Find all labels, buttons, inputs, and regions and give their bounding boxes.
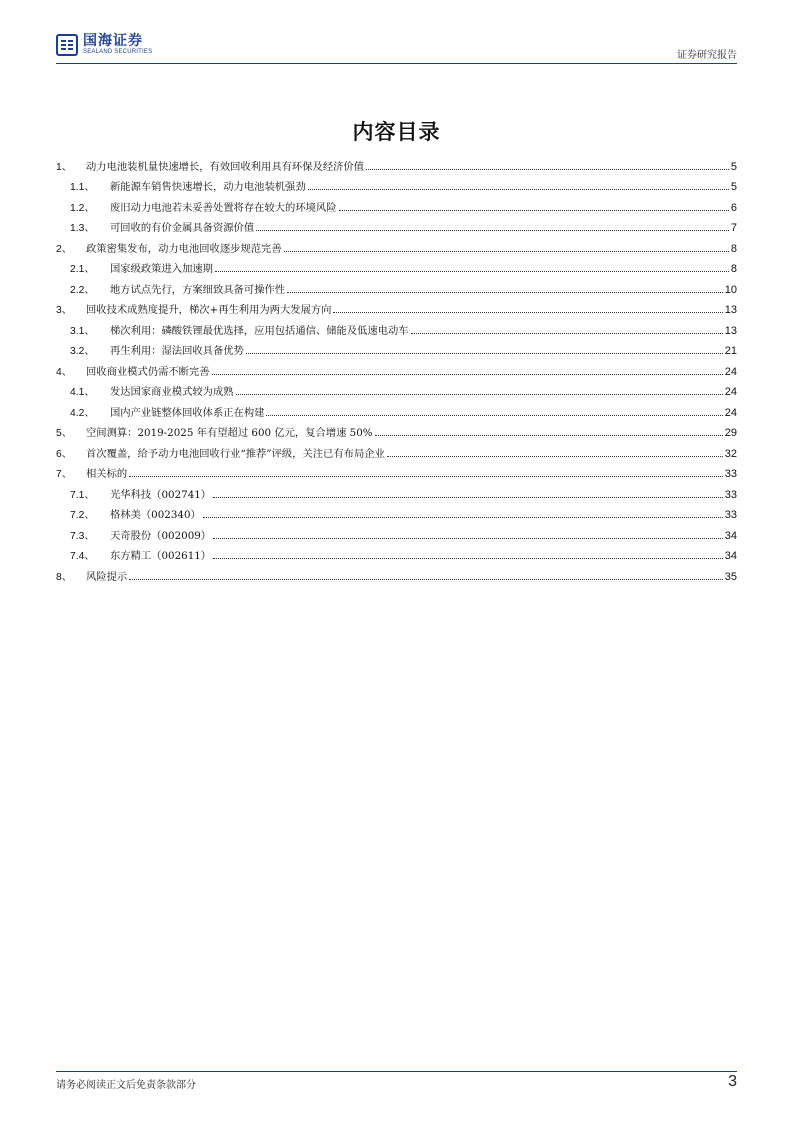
toc-entry-page: 5 bbox=[730, 181, 737, 193]
toc-entry-1-3[interactable]: 1.3、 可回收的有价金属具备资源价值 7 bbox=[56, 214, 737, 235]
toc-entry-page: 34 bbox=[724, 550, 737, 562]
dot-leader bbox=[266, 414, 722, 416]
toc-entry-7[interactable]: 7、 相关标的 33 bbox=[56, 460, 737, 481]
logo-chinese-name: 国海证券 bbox=[83, 33, 143, 49]
toc-entry-label: 地方试点先行，方案细致具备可操作性 bbox=[110, 283, 286, 296]
toc-entry-label: 新能源车销售快速增长，动力电池装机强劲 bbox=[110, 181, 306, 193]
toc-entry-5[interactable]: 5、 空间测算：2019-2025 年有望超过 600 亿元，复合增速 50% 29 bbox=[56, 419, 737, 440]
toc-entry-8[interactable]: 8、 风险提示 35 bbox=[56, 562, 737, 583]
dot-leader bbox=[256, 229, 729, 231]
dot-leader bbox=[308, 188, 729, 190]
document-type-label: 证券研究报告 bbox=[677, 50, 737, 61]
toc-entry-label: 发达国家商业模式较为成熟 bbox=[110, 386, 234, 398]
toc-entry-7-1[interactable]: 7.1、 光华科技（002741） 33 bbox=[56, 480, 737, 501]
toc-entry-page: 24 bbox=[724, 365, 737, 378]
toc-entry-page: 8 bbox=[730, 263, 737, 275]
toc-entry-3-1[interactable]: 3.1、 梯次利用：磷酸铁锂最优选择，应用包括通信、储能及低速电动车 13 bbox=[56, 316, 737, 337]
toc-entry-page: 5 bbox=[730, 160, 737, 173]
toc-entry-page: 24 bbox=[724, 406, 737, 419]
toc-entry-page: 13 bbox=[724, 304, 737, 316]
toc-entry-label: 格林美（002340） bbox=[110, 509, 201, 521]
dot-leader bbox=[236, 393, 723, 395]
toc-entry-label: 动力电池装机量快速增长，有效回收利用具有环保及经济价值 bbox=[86, 160, 365, 173]
dot-leader bbox=[129, 475, 723, 477]
toc-entry-page: 32 bbox=[724, 447, 737, 460]
toc-entry-label: 回收商业模式仍需不断完善 bbox=[86, 365, 210, 378]
toc-entry-page: 33 bbox=[724, 468, 737, 480]
dot-leader bbox=[333, 311, 722, 313]
toc-entry-label: 空间测算：2019-2025 年有望超过 600 亿元，复合增速 50% bbox=[86, 427, 373, 439]
toc-entry-2-2[interactable]: 2.2、 地方试点先行，方案细致具备可操作性 10 bbox=[56, 275, 737, 296]
toc-entry-2-1[interactable]: 2.1、 国家级政策进入加速期 8 bbox=[56, 255, 737, 276]
toc-entry-label: 国家级政策进入加速期 bbox=[110, 263, 213, 275]
toc-entry-page: 6 bbox=[730, 201, 737, 214]
dot-leader bbox=[287, 291, 723, 293]
toc-entry-7-4[interactable]: 7.4、 东方精工（002611） 34 bbox=[56, 542, 737, 563]
toc-entry-4[interactable]: 4、 回收商业模式仍需不断完善 24 bbox=[56, 357, 737, 378]
dot-leader bbox=[215, 270, 729, 272]
toc-entry-label: 梯次利用：磷酸铁锂最优选择，应用包括通信、储能及低速电动车 bbox=[110, 324, 409, 337]
toc-entry-label: 相关标的 bbox=[86, 468, 128, 480]
toc-entry-label: 政策密集发布，动力电池回收逐步规范完善 bbox=[86, 242, 282, 255]
dot-leader bbox=[213, 496, 723, 498]
dot-leader bbox=[129, 578, 723, 580]
toc-entry-label: 天奇股份（002009） bbox=[110, 529, 212, 542]
header-divider bbox=[56, 63, 737, 64]
dot-leader bbox=[213, 557, 723, 559]
toc-entry-4-2[interactable]: 4.2、 国内产业链整体回收体系正在构建 24 bbox=[56, 398, 737, 419]
toc-entry-page: 35 bbox=[724, 570, 737, 583]
footer-disclaimer: 请务必阅读正文后免责条款部分 bbox=[56, 1080, 196, 1091]
dot-leader bbox=[387, 455, 723, 457]
dot-leader bbox=[339, 209, 729, 211]
toc-entry-page: 21 bbox=[724, 345, 737, 357]
toc-entry-label: 国内产业链整体回收体系正在构建 bbox=[110, 406, 265, 419]
dot-leader bbox=[246, 352, 723, 354]
dot-leader bbox=[203, 516, 723, 518]
toc-entry-page: 7 bbox=[730, 222, 737, 234]
toc-entry-3-2[interactable]: 3.2、 再生利用：湿法回收具备优势 21 bbox=[56, 337, 737, 358]
toc-entry-label: 首次覆盖，给予动力电池回收行业“推荐”评级，关注已有布局企业 bbox=[86, 447, 385, 460]
toc-entry-2[interactable]: 2、 政策密集发布，动力电池回收逐步规范完善 8 bbox=[56, 234, 737, 255]
toc-entry-page: 29 bbox=[724, 427, 737, 439]
toc-entry-label: 光华科技（002741） bbox=[110, 488, 212, 501]
dot-leader bbox=[375, 434, 723, 436]
toc-entry-page: 13 bbox=[724, 324, 737, 337]
toc-entry-7-3[interactable]: 7.3、 天奇股份（002009） 34 bbox=[56, 521, 737, 542]
toc-entry-1[interactable]: 1、 动力电池装机量快速增长，有效回收利用具有环保及经济价值 5 bbox=[56, 152, 737, 173]
toc-entry-page: 10 bbox=[724, 283, 737, 296]
toc-entry-label: 废旧动力电池若未妥善处置将存在较大的环境风险 bbox=[110, 201, 337, 214]
toc-entry-page: 8 bbox=[730, 242, 737, 255]
toc-entry-label: 东方精工（002611） bbox=[110, 550, 212, 562]
toc-entry-label: 再生利用：湿法回收具备优势 bbox=[110, 345, 244, 357]
toc-entry-label: 可回收的有价金属具备资源价值 bbox=[110, 222, 255, 234]
toc-entry-3[interactable]: 3、 回收技术成熟度提升，梯次+再生利用为两大发展方向 13 bbox=[56, 296, 737, 317]
toc-entry-page: 33 bbox=[724, 509, 737, 521]
dot-leader bbox=[366, 168, 729, 170]
toc-entry-4-1[interactable]: 4.1、 发达国家商业模式较为成熟 24 bbox=[56, 378, 737, 399]
toc-entry-6[interactable]: 6、 首次覆盖，给予动力电池回收行业“推荐”评级，关注已有布局企业 32 bbox=[56, 439, 737, 460]
dot-leader bbox=[411, 332, 723, 334]
toc-entry-1-1[interactable]: 1.1、 新能源车销售快速增长，动力电池装机强劲 5 bbox=[56, 173, 737, 194]
dot-leader bbox=[212, 373, 723, 375]
logo-english-name: SEALAND SECURITIES bbox=[83, 49, 153, 55]
toc-entry-page: 33 bbox=[724, 488, 737, 501]
toc-title: 内容目录 bbox=[352, 120, 441, 144]
page-header bbox=[56, 34, 737, 62]
dot-leader bbox=[213, 537, 723, 539]
footer-divider bbox=[56, 1071, 737, 1072]
toc-entry-label: 回收技术成熟度提升，梯次+再生利用为两大发展方向 bbox=[86, 304, 332, 316]
toc-entry-7-2[interactable]: 7.2、 格林美（002340） 33 bbox=[56, 501, 737, 522]
company-logo bbox=[56, 34, 152, 56]
toc-entry-page: 34 bbox=[724, 529, 737, 542]
toc-entry-page: 24 bbox=[724, 386, 737, 398]
table-of-contents bbox=[56, 152, 737, 583]
toc-entry-label: 风险提示 bbox=[86, 570, 128, 583]
sealand-logo-icon bbox=[56, 34, 78, 56]
toc-entry-1-2[interactable]: 1.2、 废旧动力电池若未妥善处置将存在较大的环境风险 6 bbox=[56, 193, 737, 214]
page-number: 3 bbox=[728, 1073, 737, 1090]
dot-leader bbox=[284, 250, 729, 252]
